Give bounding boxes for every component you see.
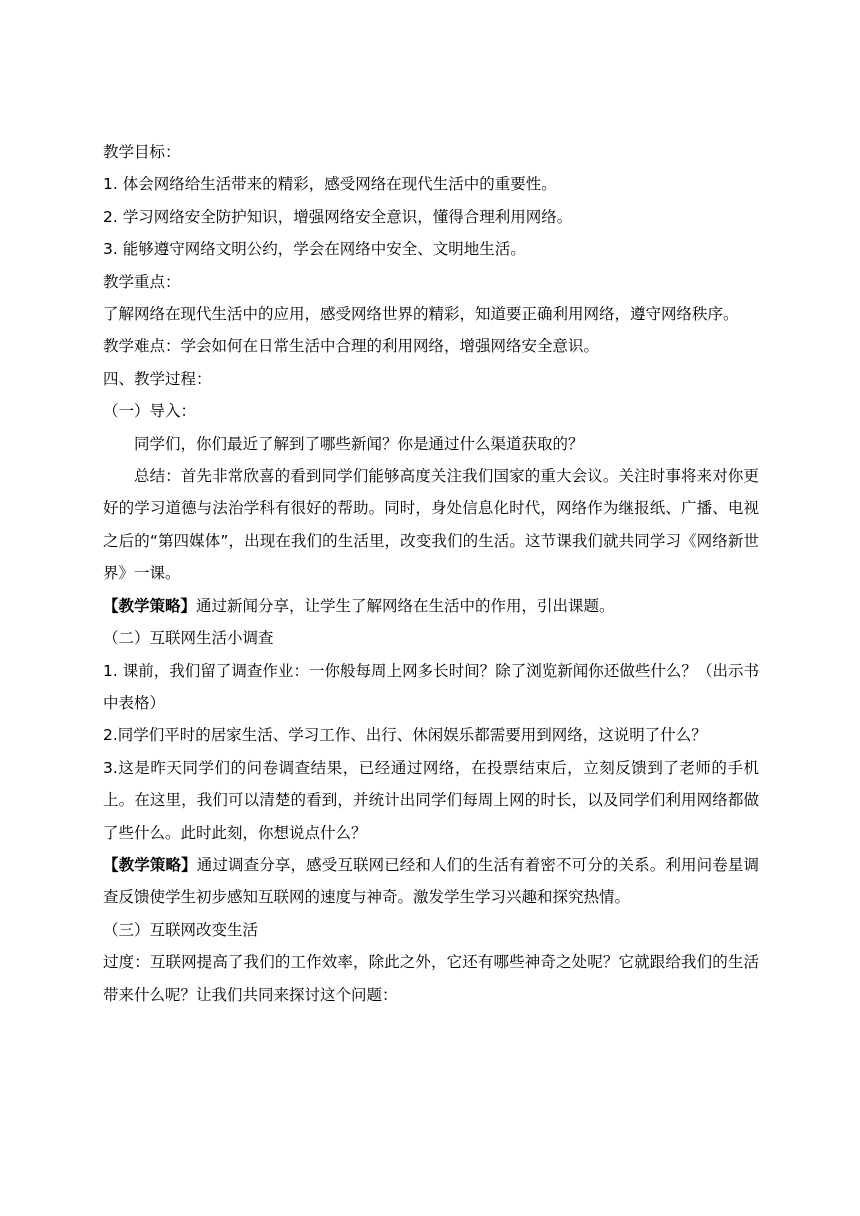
strategy-tag: 【教学策略】	[103, 855, 197, 874]
objectives-heading: 教学目标：	[103, 143, 181, 161]
document-body	[103, 136, 759, 1011]
section-2-strategy	[103, 849, 759, 914]
key-points-heading: 教学重点：	[103, 272, 181, 291]
section-1-heading: （一）导入：	[103, 402, 197, 421]
strategy-text: 通过调查分享，感受互联网已经和人们的生活有着密不可分的关系。利用问卷星调查反馈使学生初步感知互联网的速度与神奇。激发学生学习兴趣和探究热情。	[103, 855, 759, 907]
section-2-heading: （二）互联网生活小调查	[103, 629, 274, 648]
section-1-summary: 总结：首先非常欣喜的看到同学们能够高度关注我们国家的重大会议。关注时事将来对你更好的学习道德与法治学科有很好的帮助。同时，身处信息化时代，网络作为继报纸、广播、电视之后的“第四媒体”，出现在我们的生活里，改变我们的生活。这节课我们就共同学习《网络新世界》一课。	[103, 467, 759, 583]
section-3-heading: （三）互联网改变生活	[103, 920, 259, 939]
difficulty-text: 教学难点：学会如何在日常生活中合理的利用网络，增强网络安全意识。	[103, 337, 600, 356]
section-2-item-1: 1. 课前，我们留了调查作业：一你般每周上网多长时间？除了浏览新闻你还做些什么？（出示书中表格）	[103, 661, 759, 712]
objective-item-2: 2. 学习网络安全防护知识，增强网络安全意识，懂得合理利用网络。	[103, 207, 573, 226]
section-2-item-2: 2.同学们平时的居家生活、学习工作、出行、休闲娱乐都需要用到网络，这说明了什么？	[103, 726, 707, 745]
section-1-question: 同学们，你们最近了解到了哪些新闻？你是通过什么渠道获取的？	[134, 434, 584, 453]
section-3-transition: 过度：互联网提高了我们的工作效率，除此之外，它还有哪些神奇之处呢？它就跟给我们的生活带来什么呢？让我们共同来探讨这个问题：	[103, 953, 759, 1004]
section-2-item-3: 3.这是昨天同学们的问卷调查结果，已经通过网络，在投票结束后，立刻反馈到了老师的手机上。在这里，我们可以清楚的看到，并统计出同学们每周上网的时长，以及同学们利用网络都做了些什么。此时此刻，你想说点什么？	[103, 758, 759, 842]
key-points-text: 了解网络在现代生活中的应用，感受网络世界的精彩，知道要正确利用网络，遵守网络秩序。	[103, 305, 739, 324]
process-heading: 四、教学过程：	[103, 369, 212, 388]
strategy-text: 通过新闻分享，让学生了解网络在生活中的作用，引出课题。	[196, 596, 615, 615]
objective-item-1: 1. 体会网络给生活带来的精彩，感受网络在现代生活中的重要性。	[103, 175, 557, 194]
strategy-tag: 【教学策略】	[103, 596, 197, 615]
section-1-strategy	[103, 590, 759, 622]
objective-item-3: 3. 能够遵守网络文明公约，学会在网络中安全、文明地生活。	[103, 240, 526, 259]
